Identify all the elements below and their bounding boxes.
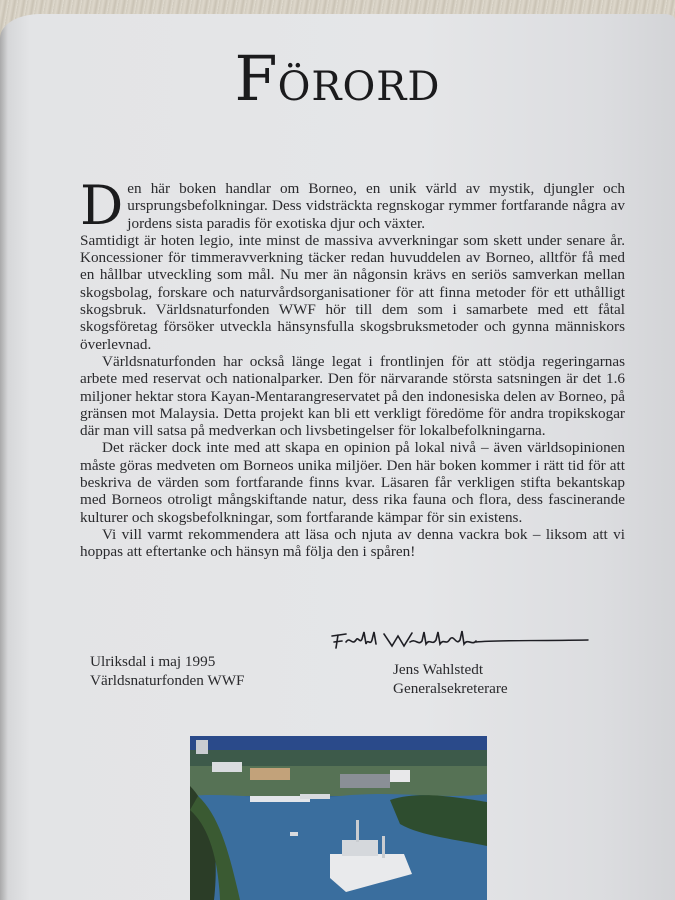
paragraph-1 [80,174,625,237]
harbor-photo [190,736,487,900]
place-date: Ulriksdal i maj 1995 [90,653,216,670]
drop-cap: D [80,174,124,237]
signature-block-right [393,660,508,698]
paragraph-5: Vi vill varmt rekommendera att läsa och njuta av denna vackra bok – liksom att vi hoppas att eftertanke och hänsyn må följa den i spåren! [80,525,625,561]
paragraph-4: Det räcker dock inte med att skapa en opinion på lokal nivå – även världsopinionen måste göras medveten om Borneos unika miljöer. Den här boken kommer i rätt tid för att beskriva de värden som fortfarande finns kvar. Läsaren får verkligen stifta bekantskap med Borneos otroligt mångskiftande natur, dess rika fauna och flora, dess fascinerande kulturer och skogsbefolkningar, som fortfarande kämpar för sin existens. [80,439,625,526]
signer-title: Generalsekreterare [393,680,508,697]
page-title-capital: F [234,42,278,115]
organization-name: Världsnaturfonden WWF [90,672,245,689]
handwritten-signature [326,624,596,658]
paragraph-1-text: en här boken handlar om Borneo, en unik värld av mystik, djungler och ursprungsbefolkningar. Dess vidsträckta regnskogar rymmer fortfarande några av jordens sista paradis för exotiska djur och växter. [127,180,625,232]
signature-block-left [90,652,245,690]
signer-name: Jens Wahlstedt [393,661,484,678]
page-title-rest: ÖRORD [277,64,441,110]
paragraph-2: Samtidigt är hoten legio, inte minst de massiva avverkningar som skett under senare år. Koncessioner för timmeravverkning täcker redan huvuddelen av Borneo, alltför få med en hållbar utveckling som mål. Nu mer än någonsin krävs en seriös samverkan mellan skogsbolag, forskare och naturvårdsorganisationer för att finna metoder för ett uthålligt skogsbruk. Världsnaturfonden WWF hör till dem som i samarbete med ett fåtal skogsföretag försöker utveckla hänsynsfulla skogsbruksmetoder och gynna människors överlevnad. [80,231,625,353]
foreword-text [80,174,625,561]
page-title [0,44,675,114]
paragraph-3: Världsnaturfonden har också länge legat i frontlinjen för att stödja regeringarnas arbete med reservat och nationalparker. Den för närvarande största satsningen är det 1.6 miljoner hektar stora Kayan-Mentarangreservatet på den indonesiska delen av Borneo, på gränsen mot Malaysia. Detta projekt kan bli ett verkligt föredöme för andra tropikskogar där man vill satsa på medverkan och livsbetingelser för lokalbefolkningarna. [80,352,625,440]
